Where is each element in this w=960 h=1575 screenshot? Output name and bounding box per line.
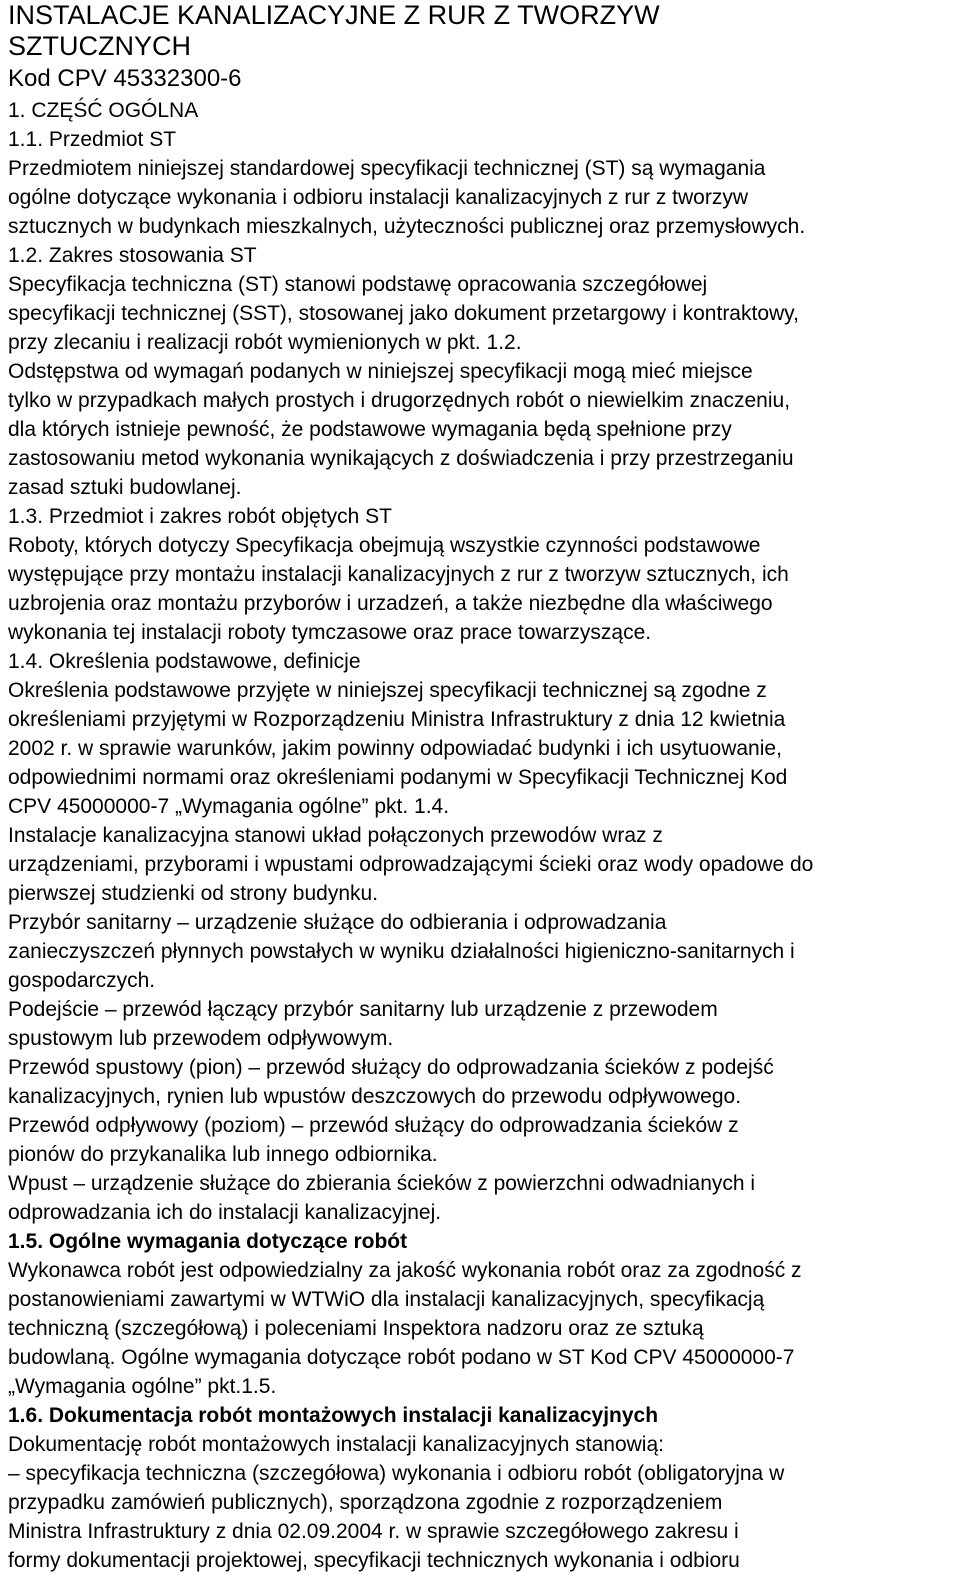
text-line: ogólne dotyczące wykonania i odbioru instalacji kanalizacyjnych z rur z tworzyw: [8, 186, 749, 209]
text-line: odpowiednimi normami oraz określeniami podanymi w Specyfikacji Technicznej Kod: [8, 766, 788, 789]
text-line: 1.2. Zakres stosowania ST: [8, 244, 257, 267]
text-line: spustowym lub przewodem odpływowym.: [8, 1027, 394, 1050]
text-line: 1.3. Przedmiot i zakres robót objętych ST: [8, 505, 392, 528]
text-line: przy zlecaniu i realizacji robót wymienionych w pkt. 1.2.: [8, 331, 522, 354]
text-line: specyfikacji technicznej (SST), stosowanej jako dokument przetargowy i kontraktowy,: [8, 302, 799, 325]
cpv-code: Kod CPV 45332300-6: [8, 65, 242, 92]
text-line: pierwszej studzienki od strony budynku.: [8, 882, 379, 905]
text-line: sztucznych w budynkach mieszkalnych, użyteczności publicznej oraz przemysłowych.: [8, 215, 806, 238]
text-line: Wpust – urządzenie służące do zbierania ścieków z powierzchni odwadnianych i: [8, 1172, 756, 1195]
text-line: 2002 r. w sprawie warunków, jakim powinny odpowiadać budynki i ich usytuowanie,: [8, 737, 782, 760]
text-line: 1.1. Przedmiot ST: [8, 128, 177, 151]
text-line: Roboty, których dotyczy Specyfikacja obejmują wszystkie czynności podstawowe: [8, 534, 761, 557]
text-line: Wykonawca robót jest odpowiedzialny za jakość wykonania robót oraz za zgodność z: [8, 1259, 802, 1282]
text-line: urządzeniami, przyborami i wpustami odprowadzającymi ścieki oraz wody opadowe do: [8, 853, 814, 876]
text-line: Przewód spustowy (pion) – przewód służący do odprowadzania ścieków z podejść: [8, 1056, 774, 1079]
text-line: Przedmiotem niniejszej standardowej specyfikacji technicznej (ST) są wymagania: [8, 157, 766, 180]
text-line: „Wymagania ogólne” pkt.1.5.: [8, 1375, 277, 1398]
text-line: formy dokumentacji projektowej, specyfikacji technicznych wykonania i odbioru: [8, 1549, 740, 1572]
text-line: Określenia podstawowe przyjęte w niniejszej specyfikacji technicznej są zgodne z: [8, 679, 767, 702]
text-line: kanalizacyjnych, rynien lub wpustów deszczowych do przewodu odpływowego.: [8, 1085, 742, 1108]
text-line: Odstępstwa od wymagań podanych w niniejszej specyfikacji mogą mieć miejsce: [8, 360, 753, 383]
text-line: występujące przy montażu instalacji kanalizacyjnych z rur z tworzyw sztucznych, ich: [8, 563, 789, 586]
text-line: 1.4. Określenia podstawowe, definicje: [8, 650, 361, 673]
section-heading: 1.6. Dokumentacja robót montażowych instalacji kanalizacyjnych: [8, 1404, 659, 1427]
text-line: zanieczyszczeń płynnych powstałych w wyniku działalności higieniczno-sanitarnych i: [8, 940, 795, 963]
text-line: zastosowaniu metod wykonania wynikających z doświadczenia i przy przestrzeganiu: [8, 447, 794, 470]
text-line: budowlaną. Ogólne wymagania dotyczące robót podano w ST Kod CPV 45000000-7: [8, 1346, 795, 1369]
text-line: Przybór sanitarny – urządzenie służące do odbierania i odprowadzania: [8, 911, 667, 934]
text-line: Instalacje kanalizacyjna stanowi układ połączonych przewodów wraz z: [8, 824, 663, 847]
text-line: Podejście – przewód łączący przybór sanitarny lub urządzenie z przewodem: [8, 998, 718, 1021]
text-line: techniczną (szczegółową) i poleceniami Inspektora nadzoru oraz ze sztuką: [8, 1317, 704, 1340]
text-line: pionów do przykanalika lub innego odbiornika.: [8, 1143, 438, 1166]
section-heading: 1.5. Ogólne wymagania dotyczące robót: [8, 1230, 408, 1253]
text-line: odprowadzania ich do instalacji kanalizacyjnej.: [8, 1201, 442, 1224]
text-line: 1. CZĘŚĆ OGÓLNA: [8, 99, 199, 122]
text-line: przypadku zamówień publicznych), sporządzona zgodnie z rozporządzeniem: [8, 1491, 723, 1514]
text-line: dla których istnieje pewność, że podstawowe wymagania będą spełnione przy: [8, 418, 732, 441]
text-line: tylko w przypadkach małych prostych i drugorzędnych robót o niewielkim znaczeniu,: [8, 389, 791, 412]
text-line: CPV 45000000-7 „Wymagania ogólne” pkt. 1.4.: [8, 795, 450, 818]
text-line: gospodarczych.: [8, 969, 156, 992]
text-line: Specyfikacja techniczna (ST) stanowi podstawę opracowania szczegółowej: [8, 273, 708, 296]
text-line: Przewód odpływowy (poziom) – przewód służący do odprowadzania ścieków z: [8, 1114, 739, 1137]
document-title: [8, 0, 958, 62]
title-line: INSTALACJE KANALIZACYJNE Z RUR Z TWORZYW: [8, 0, 660, 30]
text-line: Dokumentację robót montażowych instalacji kanalizacyjnych stanowią:: [8, 1433, 664, 1456]
text-line: postanowieniami zawartymi w WTWiO dla instalacji kanalizacyjnych, specyfikacją: [8, 1288, 765, 1311]
text-line: – specyfikacja techniczna (szczegółowa) wykonania i odbioru robót (obligatoryjna w: [8, 1462, 785, 1485]
text-line: Ministra Infrastruktury z dnia 02.09.2004 r. w sprawie szczegółowego zakresu i: [8, 1520, 739, 1543]
document-page: [8, 0, 958, 1575]
text-line: zasad sztuki budowlanej.: [8, 476, 242, 499]
text-line: uzbrojenia oraz montażu przyborów i urzadzeń, a także niezbędne dla właściwego: [8, 592, 773, 615]
text-line: określeniami przyjętymi w Rozporządzeniu Ministra Infrastruktury z dnia 12 kwietnia: [8, 708, 786, 731]
title-line: SZTUCZNYCH: [8, 31, 191, 61]
document-body: [8, 96, 958, 1575]
text-line: wykonania tej instalacji roboty tymczasowe oraz prace towarzyszące.: [8, 621, 652, 644]
